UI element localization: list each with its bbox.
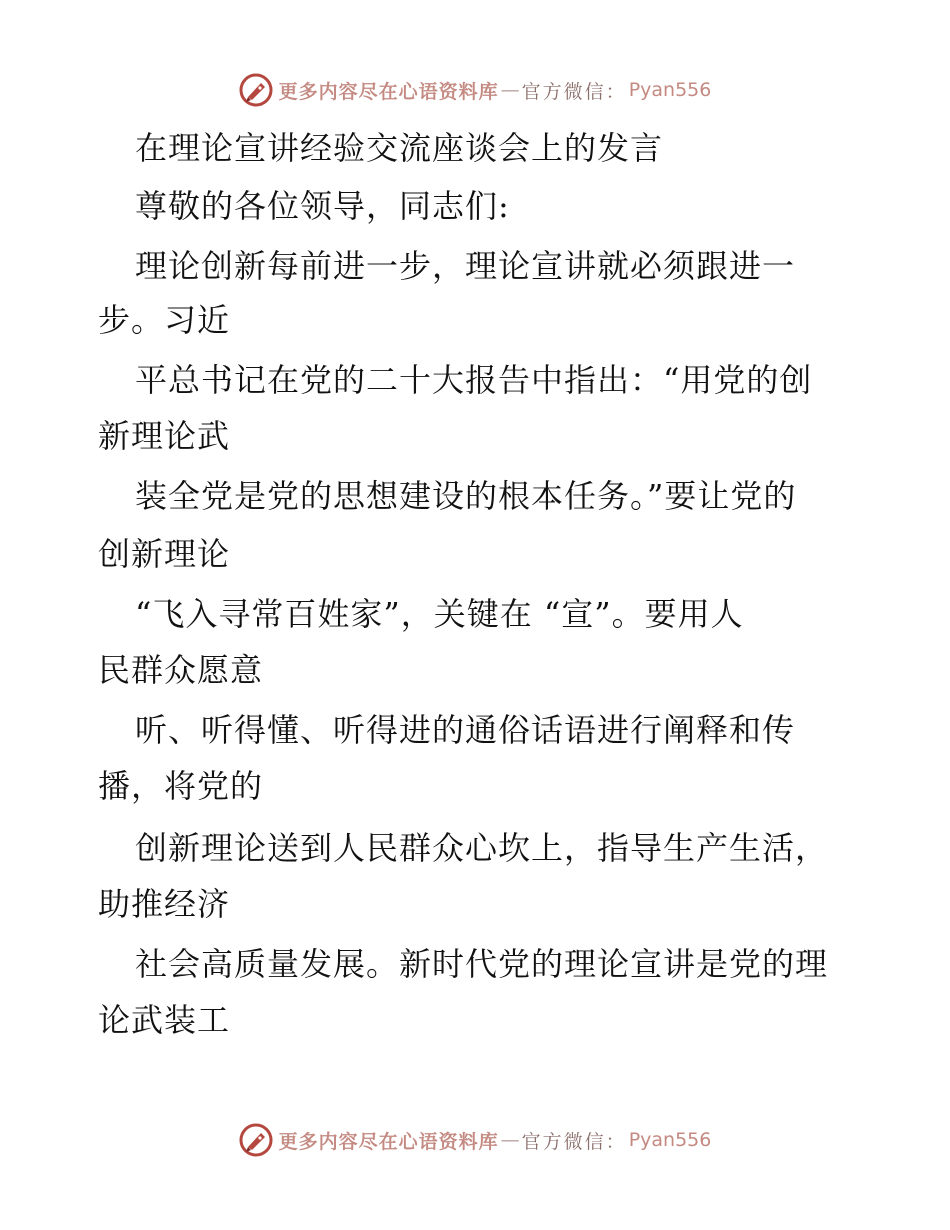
paragraph-line: 装全党是党的思想建设的根本任务。”要让党的 (135, 477, 797, 515)
watermark-dash: — (500, 1129, 520, 1151)
document-salutation: 尊敬的各位领导，同志们: (135, 187, 510, 225)
paragraph-line: 平总书记在党的二十大报告中指出：“用党的创 (135, 361, 813, 399)
paragraph-line: “飞入寻常百姓家”，关键在 “宣”。要用人 (135, 595, 744, 633)
paragraph-line: 民群众愿意 (98, 651, 264, 689)
watermark-wechat-id: Pyan556 (628, 79, 712, 101)
watermark-official-label: 官方微信： (521, 80, 627, 103)
paragraph-line: 社会高质量发展。新时代党的理论宣讲是党的理 (135, 945, 829, 983)
paragraph-line: 理论创新每前进一步，理论宣讲就必须跟进一 (135, 247, 796, 285)
header-watermark (0, 70, 950, 110)
paragraph-line: 助推经济 (98, 885, 231, 923)
paragraph-line: 创新理论送到人民群众心坎上，指导生产生活， (135, 829, 829, 867)
paragraph-line: 播，将党的 (98, 767, 264, 805)
paragraph-line: 步。习近 (98, 301, 231, 339)
document-title: 在理论宣讲经验交流座谈会上的发言 (135, 129, 664, 167)
paragraph-line: 新理论武 (98, 417, 231, 455)
paragraph-line: 论武装工 (98, 1001, 231, 1039)
pen-nib-logo-icon (239, 1123, 273, 1157)
pen-nib-logo-icon (239, 73, 273, 107)
watermark-site-text: 更多内容尽在心语资料库 (278, 1130, 499, 1153)
watermark-wechat-id: Pyan556 (628, 1129, 712, 1151)
footer-watermark (0, 1120, 950, 1160)
watermark-site-text: 更多内容尽在心语资料库 (278, 80, 499, 103)
watermark-dash: — (500, 79, 520, 101)
watermark-official-label: 官方微信： (521, 1130, 627, 1153)
paragraph-line: 创新理论 (98, 535, 231, 573)
paragraph-line: 听、听得懂、听得进的通俗话语进行阐释和传 (135, 711, 796, 749)
